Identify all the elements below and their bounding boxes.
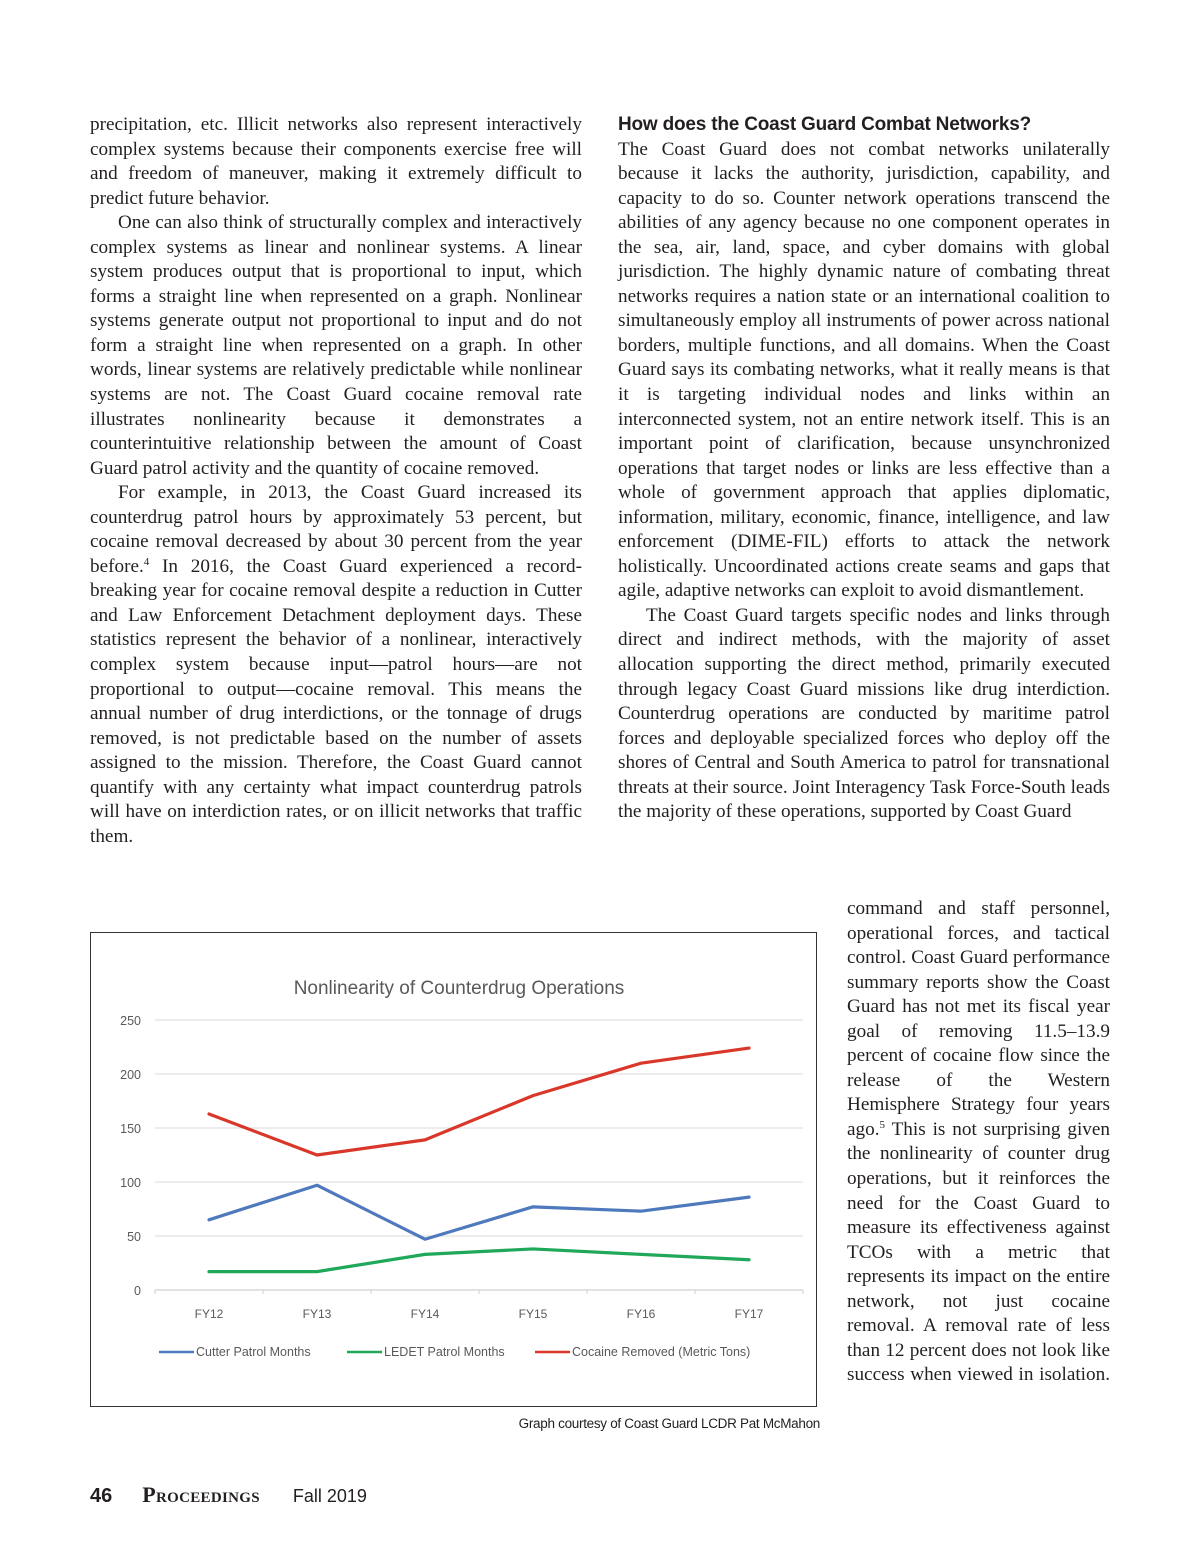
- x-tick-label: FY13: [302, 1307, 332, 1321]
- chart-title: Nonlinearity of Counterdrug Operations: [293, 978, 625, 999]
- paragraph: [90, 481, 582, 849]
- paragraph-text: In 2016, the Coast Guard experienced a record-breaking year for cocaine removal despite a reduction in Cutter and Law Enforcement Detachment deployment days. These statistics represent the behavior of a nonlinear, interactively complex system because input—patrol hours—are not proportional to output—cocaine removal. This means the annual number of drug interdictions, or the tonnage of drugs removed, is not predictable based on the number of assets assigned to the mission. Therefore, the Coast Guard cannot quantify with any certainty what impact counterdrug patrols will have on interdiction rates, or on illicit networks that traffic them.: [90, 555, 582, 847]
- paragraph: One can also think of structurally complex and interactively complex systems as linear and nonlinear systems. A linear system produces output that is proportional to input, which forms a straight line when represented on a graph. Nonlinear systems generate output not proportional to input and do not form a straight line when represented on a graph. In other words, linear systems are relatively predictable while nonlinear systems are not. The Coast Guard cocaine removal rate illustrates nonlinearity because it demonstrates a counterintuitive relationship between the amount of Coast Guard patrol activity and the quantity of cocaine removed.: [90, 212, 582, 479]
- y-tick-label: 50: [127, 1230, 141, 1244]
- legend-label: Cocaine Removed (Metric Tons): [572, 1345, 751, 1359]
- paragraph-text: command and staff personnel, operational forces, and tactical control. Coast Guard performance summary reports show the Coast Guard has not met its fiscal year goal of removing 11.5–13.9 percent of cocaine flow since the release of the Western Hemisphere Strategy four years ago.: [847, 898, 1110, 1140]
- right-column: [618, 113, 1110, 825]
- y-tick-label: 250: [120, 1014, 141, 1028]
- series-line: [209, 1185, 749, 1239]
- x-tick-label: FY16: [626, 1307, 656, 1321]
- right-column-wrap: [847, 897, 1110, 1388]
- publication-name: Proceedings: [142, 1482, 260, 1507]
- figure-caption: Graph courtesy of Coast Guard LCDR Pat McMahon: [518, 1416, 820, 1431]
- x-tick-label: FY17: [734, 1307, 764, 1321]
- y-tick-label: 100: [120, 1176, 141, 1190]
- y-tick-label: 150: [120, 1122, 141, 1136]
- line-chart: [91, 933, 818, 1408]
- footnote-ref[interactable]: 5: [879, 1118, 886, 1131]
- legend-label: LEDET Patrol Months: [384, 1345, 505, 1359]
- paragraph: precipitation, etc. Illicit networks also represent interactively complex systems because their components exercise free will and freedom of maneuver, making it extremely difficult to predict future behavior.: [90, 114, 582, 209]
- paragraph: The Coast Guard targets specific nodes and links through direct and indirect methods, with the majority of asset allocation supporting the direct method, primarily executed through legacy Coast Guard missions like drug interdiction. Counterdrug operations are conducted by maritime patrol forces and deployable specialized forces who deploy off the shores of Central and South America to patrol for transnational threats at their source. Joint Interagency Task Force-South leads the majority of these operations, supported by Coast Guard: [618, 604, 1110, 823]
- legend-label: Cutter Patrol Months: [196, 1345, 311, 1359]
- x-tick-label: FY12: [194, 1307, 224, 1321]
- section-heading: How does the Coast Guard Combat Networks?: [618, 114, 1032, 135]
- y-tick-label: 0: [134, 1284, 141, 1298]
- page-footer: [90, 1482, 367, 1512]
- left-column: [90, 113, 582, 849]
- page-number: 46: [90, 1485, 113, 1507]
- x-tick-label: FY15: [518, 1307, 548, 1321]
- issue-date: Fall 2019: [292, 1486, 367, 1506]
- paragraph: [847, 897, 1110, 1388]
- paragraph: The Coast Guard does not combat networks unilaterally because it lacks the authority, jurisdiction, capability, and capacity to do so. Counter network operations transcend the abilities of any agency because no one component operates in the sea, air, land, space, and cyber domains with global jurisdiction. The highly dynamic nature of combating threat networks requires a nation state or an international coalition to simultaneously employ all instruments of power across national borders, multiple functions, and all domains. When the Coast Guard says its combating networks, what it really means is that it is targeting individual nodes and links within an interconnected system, not an entire network itself. This is an important point of clarification, because unsynchronized operations that target nodes or links are less effective than a whole of government approach that applies diplomatic, information, military, economic, finance, intelligence, and law enforcement (DIME-FIL) efforts to attack the network holistically. Uncoordinated actions create seams and gaps that agile, adaptive networks can exploit to avoid dismantlement.: [618, 138, 1110, 602]
- series-line: [209, 1048, 749, 1155]
- paragraph-text: For example, in 2013, the Coast Guard increased its counterdrug patrol hours by approximately 53 percent, but cocaine removal decreased by about 30 percent from the year before.: [90, 482, 582, 577]
- paragraph-text: This is not surprising given the nonlinearity of counter drug operations, but it reinforces the need for the Coast Guard to measure its effectiveness against TCOs with a metric that represents its impact on the entire network, not just cocaine removal. A removal rate of less than 12 percent does not look like success when viewed in isolation.: [847, 1118, 1110, 1386]
- chart-figure: [90, 932, 817, 1407]
- x-tick-label: FY14: [410, 1307, 440, 1321]
- footnote-ref[interactable]: 4: [143, 555, 150, 568]
- y-tick-label: 200: [120, 1068, 141, 1082]
- series-line: [209, 1249, 749, 1272]
